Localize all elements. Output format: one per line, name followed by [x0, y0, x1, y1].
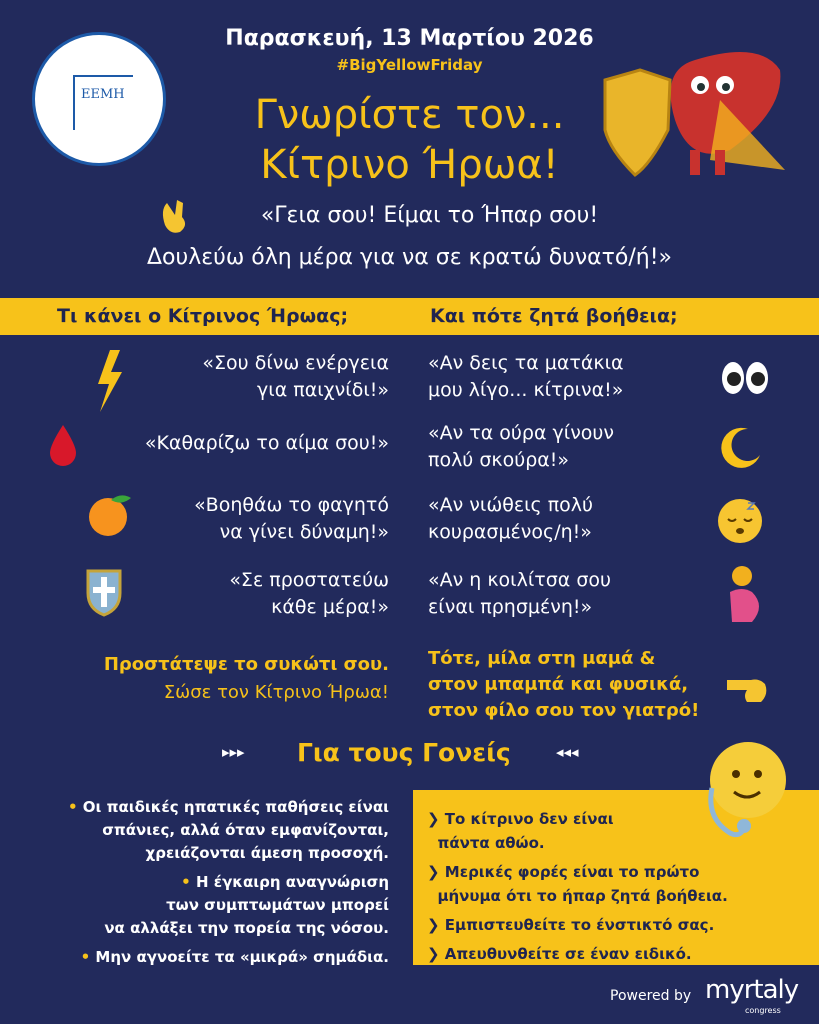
help-row-4: «Αν η κοιλίτσα σου είναι πρησμένη!»: [428, 569, 611, 618]
orange-fruit-icon: [86, 492, 134, 538]
help-row-3: «Αν νιώθεις πολύ κουρασμένος/η!»: [428, 494, 594, 543]
section-header-band: [0, 298, 819, 335]
parents-heading: Για τους Γονείς: [297, 738, 511, 767]
arrows-right: ◂◂◂: [556, 743, 579, 761]
band-left-heading: Τι κάνει ο Κίτρινος Ήρωας;: [57, 305, 349, 327]
arrows-left: ▸▸▸: [222, 743, 245, 761]
pregnant-person-icon: [722, 562, 766, 628]
save-hero-text: Σώσε τον Κίτρινο Ήρωα!: [163, 682, 389, 703]
myrtaly-logo-sub: congress: [745, 1006, 781, 1015]
title-line2: Κίτρινο Ήρωα!: [260, 142, 559, 188]
pointing-hand-icon: [725, 670, 769, 706]
shield-cross-icon: [84, 567, 124, 617]
help-row-2: «Αν τα ούρα γίνουν πολύ σκούρα!»: [428, 422, 615, 471]
event-date: Παρασκευή, 13 Μαρτίου 2026: [225, 26, 594, 51]
greeting-line2: Δουλεύω όλη μέρα για να σε κρατώ δυνατό/ή!»: [146, 245, 673, 270]
blood-drop-icon: [46, 423, 80, 469]
band-right-heading: Και πότε ζητά βοήθεια;: [430, 305, 678, 327]
title-line1: Γνωρίστε τον...: [254, 92, 565, 138]
tip-1: ❯ Το κίτρινο δεν είναι πάντα αθώο.: [427, 810, 614, 852]
moon-icon: [720, 425, 764, 469]
parents-bullet-2: • Η έγκαιρη αναγνώριση των συμπτωμάτων μπορεί να αλλάξει την πορεία της νόσου.: [104, 873, 389, 937]
hero-does-row-4: «Σε προστατεύω κάθε μέρα!»: [229, 569, 389, 618]
myrtaly-logo: myrtaly: [705, 975, 799, 1005]
tip-3: ❯ Εμπιστευθείτε το ένστικτό σας.: [427, 916, 715, 934]
hero-does-row-3: «Βοηθάω το φαγητό να γίνει δύναμη!»: [194, 494, 389, 543]
parents-bullets: [68, 796, 389, 969]
powered-by-label: Powered by: [610, 988, 692, 1004]
parents-bullet-3: • Μην αγνοείτε τα «μικρά» σημάδια.: [80, 948, 389, 966]
hashtag: #BigYellowFriday: [336, 56, 483, 74]
sleepy-face-icon: [716, 497, 764, 545]
help-row-1: «Αν δεις τα ματάκια μου λίγο... κίτρινα!»: [428, 352, 624, 401]
protect-liver-text: Προστάτεψε το συκώτι σου.: [103, 654, 389, 675]
eyes-icon: [720, 360, 770, 396]
tip-2: ❯ Μερικές φορές είναι το πρώτο μήνυμα ότι το ήπαρ ζητά βοήθεια.: [427, 863, 728, 905]
liver-hero-illustration: [600, 40, 790, 185]
lightning-icon: [92, 348, 126, 414]
hero-does-row-1: «Σου δίνω ενέργεια για παιχνίδι!»: [202, 352, 389, 401]
greeting-line1: «Γεια σου! Είμαι το Ήπαρ σου!: [260, 203, 599, 228]
parents-bullet-1: • Οι παιδικές ηπατικές παθήσεις είναι σπάνιες, αλλά όταν εμφανίζονται, χρειάζονται άμεση προσοχή.: [67, 798, 389, 862]
logo-text: ΕΕΜΗ: [73, 75, 133, 130]
talk-to-parents-text: Τότε, μίλα στη μαμά & στον μπαμπά και φυσικά, στον φίλο σου τον γιατρό!: [428, 648, 700, 721]
doctor-emoji-icon: [700, 738, 790, 848]
tip-4: ❯ Απευθυνθείτε σε έναν ειδικό.: [427, 945, 692, 963]
hero-does-row-2: «Καθαρίζω το αίμα σου!»: [144, 432, 389, 454]
